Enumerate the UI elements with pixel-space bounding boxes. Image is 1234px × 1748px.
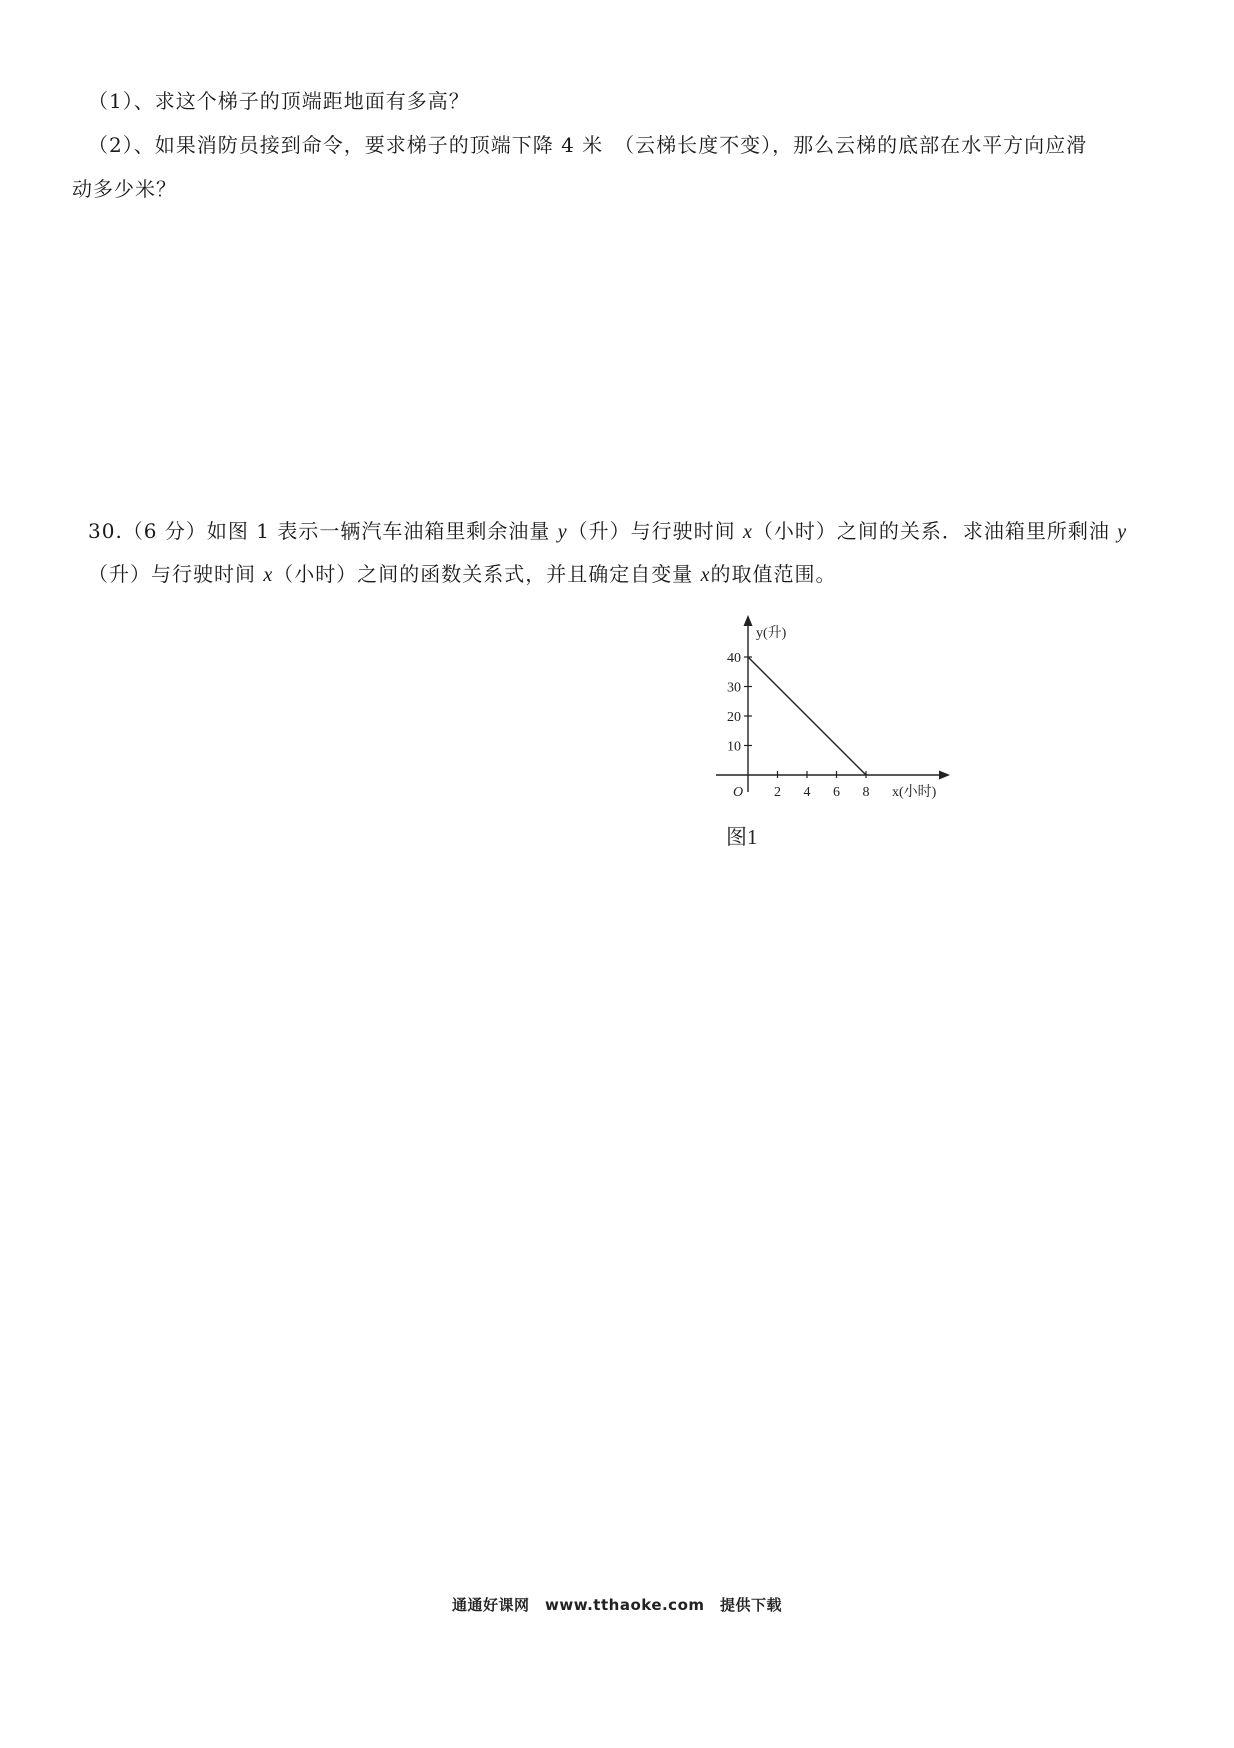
q30-text-segment: （升）与行驶时间 [567, 519, 743, 543]
variable-x: x [700, 564, 711, 586]
figure-1-line-chart [700, 610, 960, 855]
x-axis-arrow [939, 771, 950, 780]
y-tick-label-40: 40 [727, 651, 741, 666]
q30-text-segment: 30.（6 分）如图 1 表示一辆汽车油箱里剩余油量 [88, 519, 558, 543]
q29-part2-text-line2: 动多少米？ [72, 177, 177, 201]
q30-text-segment: （小时）之间的函数关系式，并且确定自变量 [273, 562, 701, 586]
y-axis-label: y(升) [756, 626, 787, 641]
x-tick-label-6: 6 [833, 785, 840, 800]
y-tick-label-10: 10 [727, 739, 741, 755]
x-tick-label-4: 4 [803, 785, 811, 800]
footer-text: 通通好课网 www.tthaoke.com 提供下载 [451, 1596, 783, 1614]
q29-part2-text-line1: （2）、如果消防员接到命令，要求梯子的顶端下降 4 米 （云梯长度不变），那么云梯的底部在水平方向应滑 [88, 133, 1088, 157]
variable-x: x [263, 564, 274, 586]
x-tick-label-8: 8 [862, 785, 870, 800]
origin-label: O [732, 785, 744, 800]
q30-question-line1 [88, 518, 1127, 545]
q30-text-segment: （小时）之间的关系．求油箱里所剩油 [752, 519, 1118, 543]
y-tick-label-30: 30 [727, 680, 741, 696]
fuel-remaining-line [748, 657, 866, 775]
variable-y: y [557, 521, 568, 543]
q30-text-segment: 的取值范围。 [710, 562, 837, 586]
y-tick-label-20: 20 [727, 710, 741, 725]
q30-text-segment: （升）与行驶时间 [88, 562, 264, 586]
variable-x: x [742, 521, 753, 543]
x-tick-label-2: 2 [774, 785, 781, 800]
chart-axes [716, 615, 950, 792]
q29-part1-text: （1）、求这个梯子的顶端距地面有多高？ [88, 89, 470, 113]
figure-caption: 图1 [726, 825, 758, 849]
y-axis-arrow [744, 615, 753, 626]
variable-y: y [1117, 521, 1128, 543]
q30-question-line2 [88, 561, 837, 588]
x-axis-label: x(小时) [892, 785, 937, 800]
